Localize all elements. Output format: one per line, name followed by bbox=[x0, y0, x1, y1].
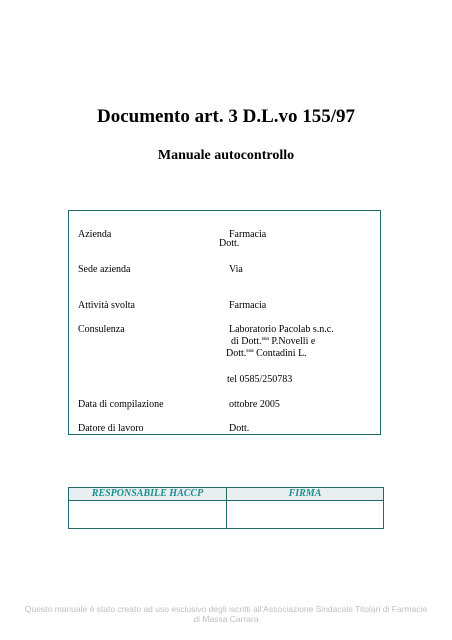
consulenza-value: Laboratorio Pacolab s.n.c. bbox=[229, 324, 334, 335]
firma-header: FIRMA bbox=[288, 488, 322, 499]
datore-label: Datore di lavoro bbox=[78, 423, 144, 434]
consulenza-label: Consulenza bbox=[78, 324, 125, 335]
company-info-box bbox=[68, 210, 381, 435]
responsabile-haccp-header: RESPONSABILE HACCP bbox=[91, 488, 204, 499]
signature-table bbox=[68, 487, 384, 529]
document-title: Documento art. 3 D.L.vo 155/97 bbox=[96, 106, 356, 127]
sede-label: Sede azienda bbox=[78, 264, 131, 275]
data-compilazione-value: ottobre 2005 bbox=[229, 399, 280, 410]
footer-line-2: di Massa Carrara bbox=[193, 614, 259, 624]
azienda-value-owner: Dott. bbox=[219, 238, 240, 249]
footer-notice bbox=[0, 604, 452, 624]
document-subtitle: Manuale autocontrollo bbox=[157, 148, 295, 163]
telephone-value: tel 0585/250783 bbox=[227, 374, 293, 385]
attivita-label: Attività svolta bbox=[78, 300, 135, 311]
consulenza-value-line2: di Dott.$^{ssa}$ P.Novelli e bbox=[231, 336, 316, 347]
footer-line-1: Questo manuale è stato creato ad uso esclusivo degli iscritti all'Associazione Sindacale Titolari di Farmacie bbox=[24, 604, 428, 614]
datore-value: Dott. bbox=[229, 423, 250, 434]
data-compilazione-label: Data di compilazione bbox=[78, 399, 164, 410]
attivita-value: Farmacia bbox=[229, 300, 267, 311]
sede-value: Via bbox=[229, 264, 243, 275]
azienda-label: Azienda bbox=[78, 229, 112, 240]
azienda-value: Farmacia bbox=[229, 229, 267, 240]
consulenza-value-line3: Dott.$^{ssa}$ Contadini L. bbox=[226, 348, 307, 359]
